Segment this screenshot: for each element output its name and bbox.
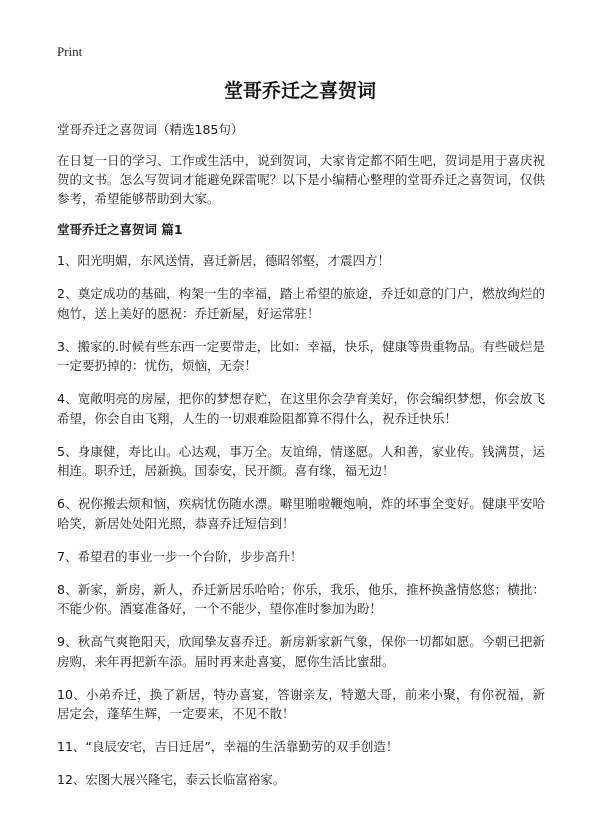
wish-item: 12、宏图大展兴隆宅，泰云长临富裕家。 xyxy=(57,772,286,787)
intro-paragraph: 在日复一日的学习、工作或生活中，说到贺词，大家肯定都不陌生吧，贺词是用于喜庆祝贺的文书。怎么写贺词才能避免踩雷呢？以下是小编精心整理的堂哥乔迁之喜贺词，仅供参考，希望能够帮助到大家。 xyxy=(57,153,545,206)
wish-list xyxy=(57,251,545,790)
wish-item: 11、“良辰安宅，吉日迁居”，幸福的生活靠勤劳的双手创造！ xyxy=(57,739,399,754)
page-title: 堂哥乔迁之喜贺词 xyxy=(223,80,376,102)
wish-item: 9、秋高气爽艳阳天，欣闻挚友喜乔迁。新房新家新气象，保你一切都如愿。今朝已把新房购，来年再把新车添。届时再来赴喜宴，愿你生活比蜜甜。 xyxy=(57,634,545,669)
section-heading: 堂哥乔迁之喜贺词 篇1 xyxy=(57,222,183,237)
wish-item: 10、小弟乔迁，换了新居，特办喜宴，答谢亲友，特邀大哥，前来小聚，有你祝福，新居定会，蓬荜生辉，一定要来，不见不散！ xyxy=(57,686,545,721)
wish-item: 2、奠定成功的基础，构架一生的幸福，踏上希望的旅途，乔迁如意的门户，燃放绚烂的炮竹，送上美好的愿祝：乔迁新屋，好运常驻！ xyxy=(57,286,545,321)
wish-item: 7、希望君的事业一步一个台阶，步步高升！ xyxy=(57,548,303,564)
wish-item: 8、新家，新房，新人，乔迁新居乐哈哈；你乐，我乐，他乐，推杯换盏情悠悠；横批：不能少你。酒宴准备好，一个不能少，望你准时参加为盼！ xyxy=(57,581,545,616)
article-subtitle: 堂哥乔迁之喜贺词（精选185句） xyxy=(57,122,244,137)
wish-item: 4、宽敞明亮的房屋，把你的梦想存贮，在这里你会孕育美好，你会编织梦想，你会放飞希望，你会自由飞翔，人生的一切艰难险阻都算不得什么，祝乔迁快乐！ xyxy=(57,391,545,426)
article-body xyxy=(57,121,545,803)
print-link[interactable]: Print xyxy=(57,44,83,59)
wish-item: 6、祝你搬去烦和恼，疾病忧伤随水漂。噼里啪啦鞭炮响，炸的坏事全变好。健康平安哈哈笑，新居处处阳光照，恭喜乔迁短信到！ xyxy=(57,496,545,531)
wish-item: 1、阳光明媚，东风送情，喜迁新居，德昭邻壑，才震四方！ xyxy=(57,253,390,268)
wish-item: 3、搬家的.时候有些东西一定要带走，比如：幸福，快乐，健康等贵重物品。有些破烂是一定要扔掉的：忧伤，烦恼，无奈！ xyxy=(57,338,545,373)
wish-item: 5、身康健，寿比山。心达观，事万全。友谊绵，情遂愿。人和善，家业传。钱满贯，运相连。职乔迁，居新换。国泰安，民开颜。喜有缘，福无边！ xyxy=(57,443,545,478)
